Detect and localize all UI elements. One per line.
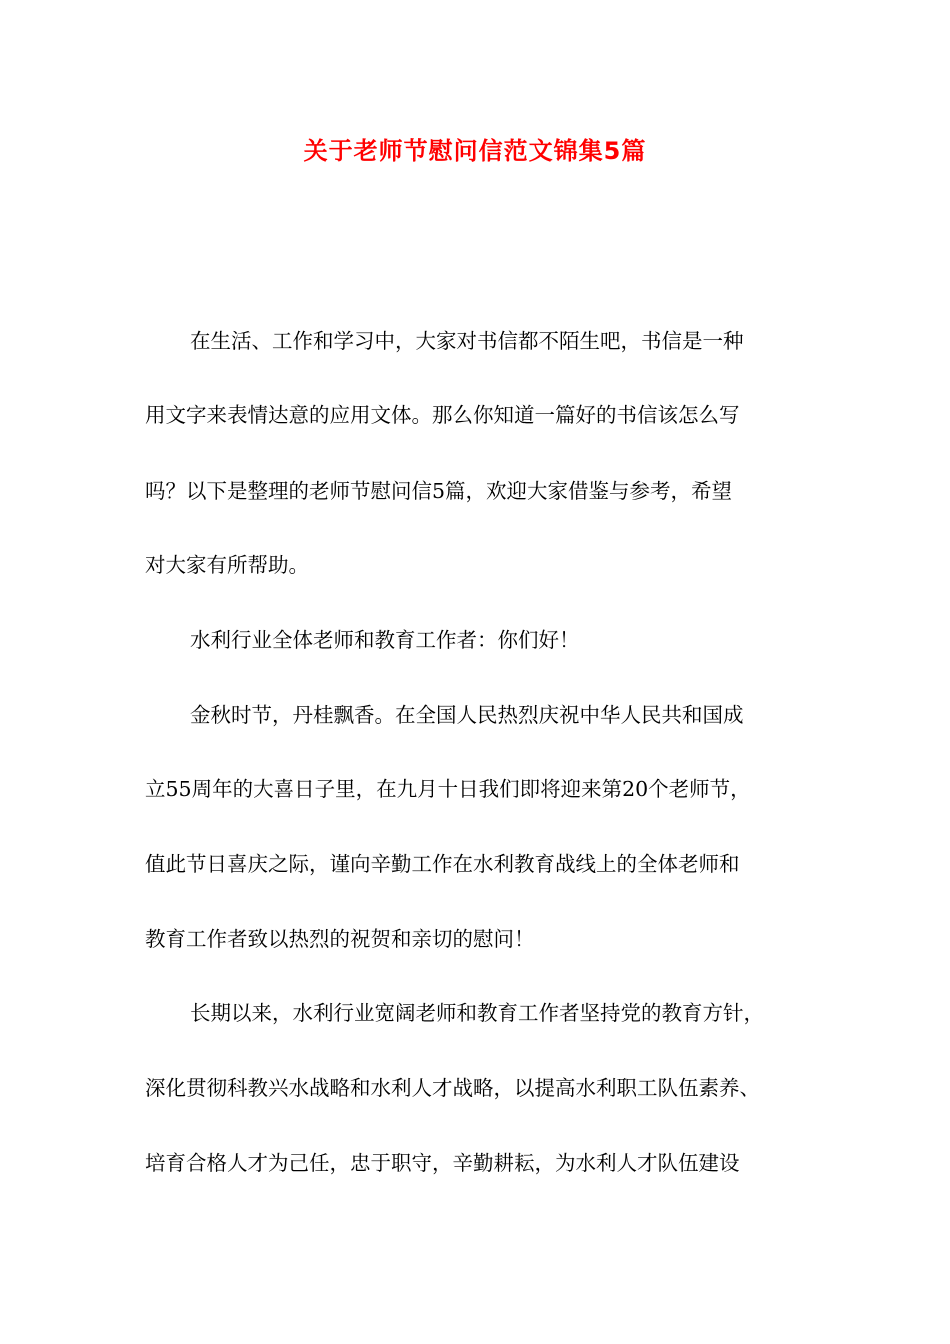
paragraph-line: 在生活、工作和学习中，大家对书信都不陌生吧，书信是一种 [190, 329, 744, 353]
paragraph-line: 金秋时节，丹桂飘香。在全国人民热烈庆祝中华人民共和国成 [190, 703, 744, 727]
salutation-line: 水利行业全体老师和教育工作者：你们好！ [190, 628, 580, 652]
paragraph-line: 培育合格人才为己任，忠于职守，辛勤耕耘，为水利人才队伍建设 [145, 1151, 740, 1175]
paragraph-line: 吗？以下是整理的老师节慰问信5篇，欢迎大家借鉴与参考，希望 [145, 479, 733, 503]
paragraph-line: 深化贯彻科教兴水战略和水利人才战略，以提高水利职工队伍素养、 [145, 1076, 760, 1100]
paragraph-line: 长期以来，水利行业宽阔老师和教育工作者坚持党的教育方针， [190, 1001, 764, 1025]
paragraph-line: 值此节日喜庆之际，谨向辛勤工作在水利教育战线上的全体老师和 [145, 852, 740, 876]
paragraph-line: 立55周年的大喜日子里，在九月十日我们即将迎来第20个老师节， [145, 777, 751, 801]
paragraph-line: 教育工作者致以热烈的祝贺和亲切的慰问！ [145, 927, 535, 951]
paragraph-line: 对大家有所帮助。 [145, 553, 309, 577]
paragraph-line: 用文字来表情达意的应用文体。那么你知道一篇好的书信该怎么写 [145, 403, 740, 427]
document-title: 关于老师节慰问信范文锦集5篇 [303, 137, 647, 165]
